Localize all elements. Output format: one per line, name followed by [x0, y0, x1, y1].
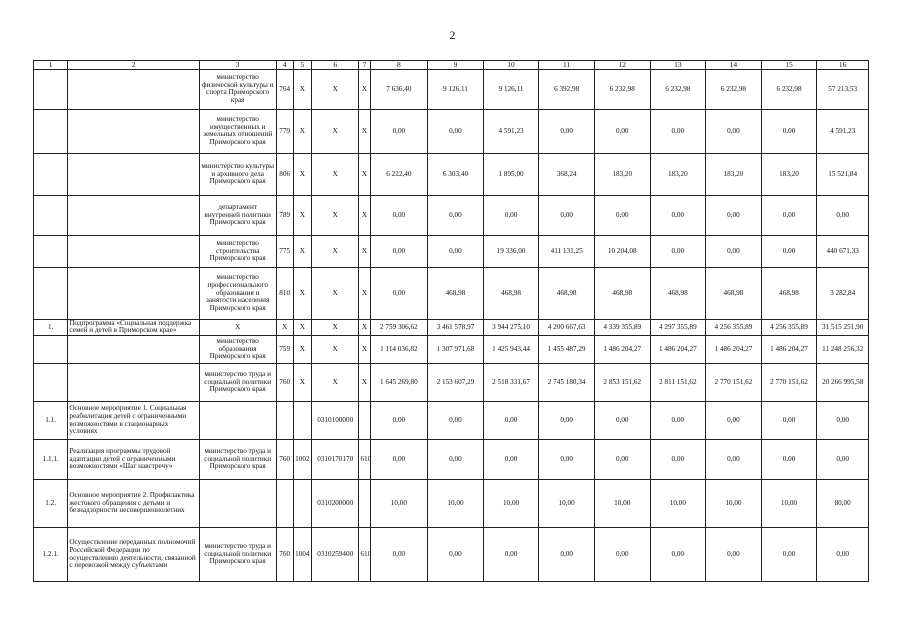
header-cell: 16	[817, 61, 869, 70]
program-code-cell: 0310259400	[311, 528, 359, 582]
amount-cell: 0,00	[370, 528, 428, 582]
section-code-cell: X	[293, 195, 311, 235]
amount-cell: 0,00	[370, 195, 428, 235]
header-cell: 2	[68, 61, 199, 70]
amount-cell: 0,00	[761, 402, 817, 440]
row-number-cell	[34, 336, 68, 364]
agency-code-cell	[276, 480, 293, 528]
agency-code-cell: 764	[276, 69, 293, 109]
row-title-cell	[68, 336, 199, 364]
amount-cell: 0,00	[539, 402, 595, 440]
program-code-cell: X	[311, 267, 359, 319]
row-number-cell	[34, 235, 68, 267]
program-code-cell: X	[311, 235, 359, 267]
agency-cell: министерство труда и социальной политики Приморского края	[199, 440, 276, 480]
row-number-cell: 1.1.1.	[34, 440, 68, 480]
agency-code-cell: 760	[276, 528, 293, 582]
amount-cell: 0,00	[594, 195, 650, 235]
amount-cell: 0,00	[428, 235, 484, 267]
agency-cell: министерство труда и социальной политики Приморского края	[199, 364, 276, 402]
row-title-cell	[68, 364, 199, 402]
amount-cell: 183,20	[650, 153, 706, 195]
amount-cell: 0,00	[706, 440, 762, 480]
expense-type-cell: X	[359, 336, 370, 364]
amount-cell: 0,00	[539, 440, 595, 480]
table-row	[34, 364, 869, 402]
amount-cell: 0,00	[483, 402, 539, 440]
amount-cell: 0,00	[539, 109, 595, 153]
amount-cell: 4 256 355,89	[761, 319, 817, 335]
row-number-cell	[34, 267, 68, 319]
amount-cell: 0,00	[370, 267, 428, 319]
amount-cell: 0,00	[594, 402, 650, 440]
amount-cell: 411 131,25	[539, 235, 595, 267]
amount-cell: 11 248 256,32	[817, 336, 869, 364]
agency-cell: министерство строительства Приморского края	[199, 235, 276, 267]
table-row	[34, 153, 869, 195]
amount-cell: 1 486 204,27	[650, 336, 706, 364]
header-cell: 3	[199, 61, 276, 70]
amount-cell: 1 455 487,29	[539, 336, 595, 364]
amount-cell: 0,00	[370, 235, 428, 267]
amount-cell: 3 944 275,10	[483, 319, 539, 335]
row-title-cell: Основное мероприятие 1. Социальная реабилитация детей с ограниченными возможностями в стационарных условиях	[68, 402, 199, 440]
amount-cell: 2 770 151,62	[706, 364, 762, 402]
amount-cell: 0,00	[706, 402, 762, 440]
agency-code-cell: X	[276, 319, 293, 335]
amount-cell: 0,00	[428, 402, 484, 440]
table-row	[34, 402, 869, 440]
amount-cell: 0,00	[817, 402, 869, 440]
expense-type-cell: X	[359, 267, 370, 319]
amount-cell: 1 895,00	[483, 153, 539, 195]
row-number-cell	[34, 69, 68, 109]
amount-cell: 6 303,40	[428, 153, 484, 195]
table-row	[34, 267, 869, 319]
amount-cell: 10,00	[428, 480, 484, 528]
amount-cell: 0,00	[483, 528, 539, 582]
header-cell: 10	[483, 61, 539, 70]
amount-cell: 0,00	[706, 235, 762, 267]
amount-cell: 10,00	[650, 480, 706, 528]
page-number: 2	[449, 28, 456, 42]
agency-cell: департамент внутренней политики Приморского края	[199, 195, 276, 235]
expense-type-cell: X	[359, 153, 370, 195]
amount-cell: 0,00	[428, 528, 484, 582]
agency-code-cell: 779	[276, 109, 293, 153]
header-cell: 4	[276, 61, 293, 70]
amount-cell: 1 645 269,80	[370, 364, 428, 402]
agency-cell	[199, 480, 276, 528]
row-title-cell	[68, 153, 199, 195]
row-number-cell	[34, 364, 68, 402]
amount-cell: 1 307 971,68	[428, 336, 484, 364]
section-code-cell: X	[293, 109, 311, 153]
amount-cell: 368,24	[539, 153, 595, 195]
header-cell: 7	[359, 61, 370, 70]
amount-cell: 0,00	[539, 195, 595, 235]
amount-cell: 10,00	[483, 480, 539, 528]
section-code-cell: X	[293, 336, 311, 364]
agency-code-cell: 810	[276, 267, 293, 319]
amount-cell: 2 811 151,62	[650, 364, 706, 402]
amount-cell: 0,00	[761, 195, 817, 235]
header-cell: 6	[311, 61, 359, 70]
amount-cell: 0,00	[761, 235, 817, 267]
row-number-cell: 1.2.1.	[34, 528, 68, 582]
amount-cell: 2 153 607,29	[428, 364, 484, 402]
amount-cell: 3 282,84	[817, 267, 869, 319]
section-code-cell: 1002	[293, 440, 311, 480]
expense-type-cell: 610	[359, 528, 370, 582]
table-row	[34, 235, 869, 267]
section-code-cell	[293, 480, 311, 528]
section-code-cell: X	[293, 267, 311, 319]
amount-cell: 9 126,11	[483, 69, 539, 109]
header-cell: 15	[761, 61, 817, 70]
amount-cell: 0,00	[594, 528, 650, 582]
expense-type-cell	[359, 402, 370, 440]
amount-cell: 468,98	[483, 267, 539, 319]
amount-cell: 0,00	[370, 440, 428, 480]
row-title-cell: Осуществление переданных полномочий Российской Федерации по осуществлению деятельности, связанной с перевозкой между субъектами	[68, 528, 199, 582]
program-code-cell: X	[311, 364, 359, 402]
amount-cell: 0,00	[428, 109, 484, 153]
amount-cell: 57 213,53	[817, 69, 869, 109]
row-title-cell	[68, 109, 199, 153]
row-number-cell: 1.	[34, 319, 68, 335]
agency-code-cell: 806	[276, 153, 293, 195]
amount-cell: 183,20	[761, 153, 817, 195]
amount-cell: 0,00	[706, 109, 762, 153]
row-title-cell	[68, 195, 199, 235]
amount-cell: 10,00	[761, 480, 817, 528]
amount-cell: 2 770 151,62	[761, 364, 817, 402]
amount-cell: 0,00	[650, 528, 706, 582]
amount-cell: 0,00	[817, 528, 869, 582]
amount-cell: 468,98	[706, 267, 762, 319]
row-title-cell	[68, 267, 199, 319]
agency-cell: X	[199, 319, 276, 335]
expense-type-cell: X	[359, 69, 370, 109]
amount-cell: 1 486 204,27	[594, 336, 650, 364]
section-code-cell: 1004	[293, 528, 311, 582]
amount-cell: 2 759 306,62	[370, 319, 428, 335]
amount-cell: 6 222,40	[370, 153, 428, 195]
program-code-cell: X	[311, 69, 359, 109]
amount-cell: 6 232,98	[706, 69, 762, 109]
table-row	[34, 528, 869, 582]
amount-cell: 20 266 995,58	[817, 364, 869, 402]
program-code-cell: X	[311, 153, 359, 195]
header-cell: 14	[706, 61, 762, 70]
amount-cell: 4 297 355,89	[650, 319, 706, 335]
amount-cell: 0,00	[483, 195, 539, 235]
section-code-cell: X	[293, 364, 311, 402]
row-number-cell	[34, 109, 68, 153]
budget-table	[33, 60, 869, 582]
amount-cell: 0,00	[706, 528, 762, 582]
amount-cell: 0,00	[706, 195, 762, 235]
row-title-cell	[68, 235, 199, 267]
program-code-cell: X	[311, 195, 359, 235]
header-cell: 1	[34, 61, 68, 70]
amount-cell: 0,00	[817, 440, 869, 480]
amount-cell: 468,98	[761, 267, 817, 319]
amount-cell: 0,00	[650, 195, 706, 235]
amount-cell: 1 486 204,27	[706, 336, 762, 364]
program-code-cell: 0310170170	[311, 440, 359, 480]
row-title-cell	[68, 69, 199, 109]
amount-cell: 0,00	[428, 195, 484, 235]
amount-cell: 0,00	[539, 528, 595, 582]
amount-cell: 4 339 355,89	[594, 319, 650, 335]
agency-cell: министерство профессионального образования и занятости населения Приморского края	[199, 267, 276, 319]
amount-cell: 10,00	[370, 480, 428, 528]
program-code-cell: X	[311, 336, 359, 364]
amount-cell: 3 461 578,97	[428, 319, 484, 335]
amount-cell: 1 486 204,27	[761, 336, 817, 364]
amount-cell: 0,00	[650, 235, 706, 267]
amount-cell: 0,00	[594, 109, 650, 153]
amount-cell: 80,00	[817, 480, 869, 528]
table-row	[34, 109, 869, 153]
amount-cell: 10,00	[594, 480, 650, 528]
amount-cell: 1 114 036,82	[370, 336, 428, 364]
amount-cell: 183,20	[706, 153, 762, 195]
amount-cell: 6 232,98	[594, 69, 650, 109]
table-row	[34, 480, 869, 528]
amount-cell: 9 126,11	[428, 69, 484, 109]
agency-cell: министерство физической культуры и спорта Приморского края	[199, 69, 276, 109]
header-cell: 11	[539, 61, 595, 70]
table-row	[34, 69, 869, 109]
row-number-cell: 1.1.	[34, 402, 68, 440]
amount-cell: 19 336,00	[483, 235, 539, 267]
header-row	[34, 61, 869, 70]
agency-cell: министерство образования Приморского края	[199, 336, 276, 364]
amount-cell: 10,00	[706, 480, 762, 528]
amount-cell: 0,00	[650, 440, 706, 480]
program-code-cell: 0310200000	[311, 480, 359, 528]
section-code-cell: X	[293, 319, 311, 335]
amount-cell: 0,00	[761, 440, 817, 480]
amount-cell: 7 636,40	[370, 69, 428, 109]
program-code-cell: 0310100000	[311, 402, 359, 440]
amount-cell: 0,00	[483, 440, 539, 480]
row-title-cell: Основное мероприятие 2. Профилактика жестокого обращения с детьми и безнадзорности несовершеннолетних	[68, 480, 199, 528]
amount-cell: 183,20	[594, 153, 650, 195]
agency-code-cell: 760	[276, 364, 293, 402]
amount-cell: 468,98	[428, 267, 484, 319]
header-cell: 12	[594, 61, 650, 70]
section-code-cell	[293, 402, 311, 440]
amount-cell: 0,00	[817, 195, 869, 235]
amount-cell: 0,00	[761, 109, 817, 153]
amount-cell: 0,00	[428, 440, 484, 480]
row-title-cell: Реализация программы трудовой адаптации детей с ограниченными возможностями «Шаг навстречу»	[68, 440, 199, 480]
agency-cell: министерство труда и социальной политики Приморского края	[199, 528, 276, 582]
expense-type-cell: X	[359, 109, 370, 153]
amount-cell: 0,00	[650, 109, 706, 153]
header-cell: 13	[650, 61, 706, 70]
agency-cell: министерство культуры и архивного дела Приморского края	[199, 153, 276, 195]
section-code-cell: X	[293, 69, 311, 109]
expense-type-cell: X	[359, 235, 370, 267]
expense-type-cell: X	[359, 319, 370, 335]
expense-type-cell: X	[359, 195, 370, 235]
amount-cell: 10,00	[539, 480, 595, 528]
agency-cell	[199, 402, 276, 440]
agency-code-cell: 760	[276, 440, 293, 480]
agency-cell: министерство имущественных и земельных отношений Приморского края	[199, 109, 276, 153]
header-cell: 8	[370, 61, 428, 70]
amount-cell: 0,00	[761, 528, 817, 582]
amount-cell: 440 671,33	[817, 235, 869, 267]
program-code-cell: X	[311, 319, 359, 335]
table-row	[34, 336, 869, 364]
header-cell: 5	[293, 61, 311, 70]
expense-type-cell	[359, 480, 370, 528]
table-row	[34, 195, 869, 235]
amount-cell: 6 232,98	[761, 69, 817, 109]
amount-cell: 4 591,23	[817, 109, 869, 153]
amount-cell: 15 521,84	[817, 153, 869, 195]
amount-cell: 31 515 251,90	[817, 319, 869, 335]
amount-cell: 0,00	[370, 402, 428, 440]
expense-type-cell: 610	[359, 440, 370, 480]
amount-cell: 468,98	[539, 267, 595, 319]
expense-type-cell: X	[359, 364, 370, 402]
agency-code-cell: 759	[276, 336, 293, 364]
amount-cell: 0,00	[650, 402, 706, 440]
amount-cell: 1 425 943,44	[483, 336, 539, 364]
amount-cell: 4 256 355,89	[706, 319, 762, 335]
amount-cell: 0,00	[370, 109, 428, 153]
row-number-cell	[34, 153, 68, 195]
row-number-cell: 1.2.	[34, 480, 68, 528]
amount-cell: 10 204,08	[594, 235, 650, 267]
amount-cell: 6 232,98	[650, 69, 706, 109]
agency-code-cell: 789	[276, 195, 293, 235]
table-row	[34, 319, 869, 335]
amount-cell: 468,98	[594, 267, 650, 319]
program-code-cell: X	[311, 109, 359, 153]
amount-cell: 6 392,98	[539, 69, 595, 109]
amount-cell: 0,00	[594, 440, 650, 480]
agency-code-cell: 775	[276, 235, 293, 267]
row-number-cell	[34, 195, 68, 235]
amount-cell: 4 200 667,63	[539, 319, 595, 335]
amount-cell: 2 853 151,62	[594, 364, 650, 402]
row-title-cell: Подпрограмма «Социальная поддержка семей и детей в Приморском крае»	[68, 319, 199, 335]
section-code-cell: X	[293, 235, 311, 267]
section-code-cell: X	[293, 153, 311, 195]
amount-cell: 4 591,23	[483, 109, 539, 153]
amount-cell: 2 745 180,34	[539, 364, 595, 402]
amount-cell: 468,98	[650, 267, 706, 319]
table-row	[34, 440, 869, 480]
agency-code-cell	[276, 402, 293, 440]
header-cell: 9	[428, 61, 484, 70]
amount-cell: 2 518 331,67	[483, 364, 539, 402]
